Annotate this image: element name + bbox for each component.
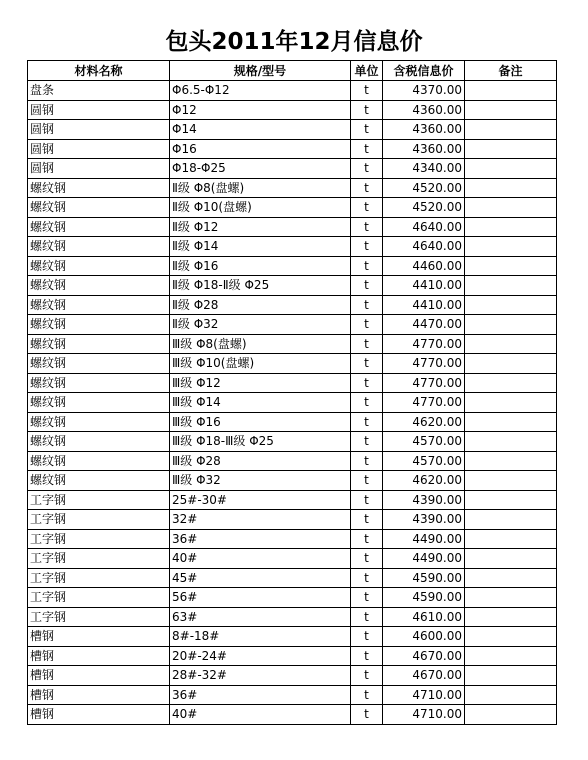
note-cell	[465, 549, 557, 569]
material-name-cell: 螺纹钢	[28, 432, 170, 452]
header-spec: 规格/型号	[170, 61, 351, 81]
spec-cell: Φ18-Φ25	[170, 159, 351, 179]
unit-cell: t	[351, 295, 383, 315]
spec-cell: 40#	[170, 705, 351, 725]
unit-cell: t	[351, 139, 383, 159]
unit-cell: t	[351, 178, 383, 198]
material-name-cell: 螺纹钢	[28, 276, 170, 296]
price-cell: 4670.00	[383, 666, 465, 686]
price-cell: 4470.00	[383, 315, 465, 335]
note-cell	[465, 217, 557, 237]
unit-cell: t	[351, 373, 383, 393]
price-cell: 4490.00	[383, 549, 465, 569]
unit-cell: t	[351, 198, 383, 218]
table-row	[28, 354, 557, 374]
price-cell: 4370.00	[383, 81, 465, 101]
price-cell: 4520.00	[383, 178, 465, 198]
spec-cell: Ⅲ级 Φ18-Ⅲ级 Φ25	[170, 432, 351, 452]
note-cell	[465, 81, 557, 101]
table-row	[28, 451, 557, 471]
table-row	[28, 81, 557, 101]
unit-cell: t	[351, 471, 383, 491]
note-cell	[465, 393, 557, 413]
price-cell: 4670.00	[383, 646, 465, 666]
spec-cell: 28#-32#	[170, 666, 351, 686]
price-cell: 4620.00	[383, 471, 465, 491]
header-material-name: 材料名称	[28, 61, 170, 81]
price-cell: 4770.00	[383, 354, 465, 374]
material-name-cell: 工字钢	[28, 568, 170, 588]
unit-cell: t	[351, 432, 383, 452]
spec-cell: Ⅱ级 Φ10(盘螺)	[170, 198, 351, 218]
note-cell	[465, 705, 557, 725]
table-row	[28, 705, 557, 725]
table-row	[28, 568, 557, 588]
spec-cell: Ⅲ级 Φ28	[170, 451, 351, 471]
unit-cell: t	[351, 217, 383, 237]
price-cell: 4590.00	[383, 568, 465, 588]
header-note: 备注	[465, 61, 557, 81]
note-cell	[465, 373, 557, 393]
table-row	[28, 510, 557, 530]
material-name-cell: 工字钢	[28, 588, 170, 608]
table-row	[28, 607, 557, 627]
note-cell	[465, 685, 557, 705]
spec-cell: Ⅲ级 Φ14	[170, 393, 351, 413]
note-cell	[465, 198, 557, 218]
unit-cell: t	[351, 490, 383, 510]
material-name-cell: 槽钢	[28, 705, 170, 725]
unit-cell: t	[351, 627, 383, 647]
table-body	[28, 81, 557, 725]
unit-cell: t	[351, 81, 383, 101]
table-row	[28, 256, 557, 276]
header-price: 含税信息价	[383, 61, 465, 81]
table-row	[28, 198, 557, 218]
material-name-cell: 螺纹钢	[28, 237, 170, 257]
spec-cell: Ⅲ级 Φ8(盘螺)	[170, 334, 351, 354]
spec-cell: Φ6.5-Φ12	[170, 81, 351, 101]
table-row	[28, 276, 557, 296]
spec-cell: 32#	[170, 510, 351, 530]
table-row	[28, 685, 557, 705]
spec-cell: 40#	[170, 549, 351, 569]
price-cell: 4710.00	[383, 705, 465, 725]
note-cell	[465, 159, 557, 179]
unit-cell: t	[351, 276, 383, 296]
note-cell	[465, 100, 557, 120]
unit-cell: t	[351, 646, 383, 666]
table-row	[28, 139, 557, 159]
price-cell: 4600.00	[383, 627, 465, 647]
material-name-cell: 圆钢	[28, 100, 170, 120]
spec-cell: Ⅲ级 Φ16	[170, 412, 351, 432]
table-row	[28, 432, 557, 452]
unit-cell: t	[351, 237, 383, 257]
price-cell: 4360.00	[383, 120, 465, 140]
price-cell: 4610.00	[383, 607, 465, 627]
note-cell	[465, 256, 557, 276]
note-cell	[465, 607, 557, 627]
note-cell	[465, 237, 557, 257]
note-cell	[465, 334, 557, 354]
unit-cell: t	[351, 607, 383, 627]
table-row	[28, 666, 557, 686]
material-name-cell: 螺纹钢	[28, 256, 170, 276]
material-name-cell: 螺纹钢	[28, 315, 170, 335]
price-cell: 4460.00	[383, 256, 465, 276]
unit-cell: t	[351, 159, 383, 179]
material-name-cell: 螺纹钢	[28, 354, 170, 374]
price-cell: 4360.00	[383, 139, 465, 159]
unit-cell: t	[351, 451, 383, 471]
page-title: 包头2011年12月信息价	[165, 29, 423, 55]
table-row	[28, 646, 557, 666]
table-row	[28, 100, 557, 120]
spec-cell: 56#	[170, 588, 351, 608]
header-row	[28, 61, 557, 81]
note-cell	[465, 120, 557, 140]
unit-cell: t	[351, 685, 383, 705]
material-name-cell: 螺纹钢	[28, 295, 170, 315]
material-name-cell: 槽钢	[28, 627, 170, 647]
table-row	[28, 412, 557, 432]
note-cell	[465, 588, 557, 608]
note-cell	[465, 412, 557, 432]
price-cell: 4490.00	[383, 529, 465, 549]
table-row	[28, 471, 557, 491]
material-name-cell: 圆钢	[28, 120, 170, 140]
spec-cell: Ⅲ级 Φ32	[170, 471, 351, 491]
unit-cell: t	[351, 412, 383, 432]
material-name-cell: 螺纹钢	[28, 471, 170, 491]
unit-cell: t	[351, 549, 383, 569]
unit-cell: t	[351, 705, 383, 725]
header-unit: 单位	[351, 61, 383, 81]
note-cell	[465, 646, 557, 666]
material-name-cell: 螺纹钢	[28, 217, 170, 237]
spec-cell: Ⅱ级 Φ8(盘螺)	[170, 178, 351, 198]
price-cell: 4770.00	[383, 393, 465, 413]
spec-cell: Ⅱ级 Φ14	[170, 237, 351, 257]
price-cell: 4770.00	[383, 334, 465, 354]
price-cell: 4570.00	[383, 432, 465, 452]
price-table	[27, 60, 557, 725]
spec-cell: Φ16	[170, 139, 351, 159]
table-row	[28, 334, 557, 354]
material-name-cell: 螺纹钢	[28, 412, 170, 432]
unit-cell: t	[351, 100, 383, 120]
price-cell: 4570.00	[383, 451, 465, 471]
spec-cell: Φ12	[170, 100, 351, 120]
price-cell: 4360.00	[383, 100, 465, 120]
table-row	[28, 549, 557, 569]
material-name-cell: 槽钢	[28, 685, 170, 705]
unit-cell: t	[351, 666, 383, 686]
material-name-cell: 螺纹钢	[28, 198, 170, 218]
price-cell: 4410.00	[383, 295, 465, 315]
spec-cell: 8#-18#	[170, 627, 351, 647]
note-cell	[465, 315, 557, 335]
spec-cell: Ⅲ级 Φ12	[170, 373, 351, 393]
material-name-cell: 工字钢	[28, 607, 170, 627]
table-row	[28, 159, 557, 179]
material-name-cell: 槽钢	[28, 666, 170, 686]
price-cell: 4620.00	[383, 412, 465, 432]
material-name-cell: 圆钢	[28, 159, 170, 179]
note-cell	[465, 490, 557, 510]
spec-cell: 25#-30#	[170, 490, 351, 510]
spec-cell: Ⅲ级 Φ10(盘螺)	[170, 354, 351, 374]
material-name-cell: 工字钢	[28, 529, 170, 549]
spec-cell: Ⅱ级 Φ12	[170, 217, 351, 237]
unit-cell: t	[351, 315, 383, 335]
unit-cell: t	[351, 393, 383, 413]
spec-cell: 36#	[170, 529, 351, 549]
spec-cell: 20#-24#	[170, 646, 351, 666]
price-cell: 4640.00	[383, 217, 465, 237]
material-name-cell: 工字钢	[28, 549, 170, 569]
note-cell	[465, 451, 557, 471]
table-row	[28, 373, 557, 393]
table-row	[28, 393, 557, 413]
note-cell	[465, 529, 557, 549]
price-cell: 4390.00	[383, 510, 465, 530]
material-name-cell: 螺纹钢	[28, 451, 170, 471]
unit-cell: t	[351, 529, 383, 549]
note-cell	[465, 510, 557, 530]
spec-cell: 36#	[170, 685, 351, 705]
material-name-cell: 盘条	[28, 81, 170, 101]
spec-cell: Ⅱ级 Φ16	[170, 256, 351, 276]
note-cell	[465, 627, 557, 647]
table-row	[28, 490, 557, 510]
price-cell: 4390.00	[383, 490, 465, 510]
table-row	[28, 295, 557, 315]
price-cell: 4640.00	[383, 237, 465, 257]
unit-cell: t	[351, 588, 383, 608]
unit-cell: t	[351, 334, 383, 354]
table-row	[28, 588, 557, 608]
material-name-cell: 螺纹钢	[28, 373, 170, 393]
price-cell: 4520.00	[383, 198, 465, 218]
material-name-cell: 工字钢	[28, 510, 170, 530]
note-cell	[465, 432, 557, 452]
unit-cell: t	[351, 120, 383, 140]
spec-cell: 45#	[170, 568, 351, 588]
price-cell: 4590.00	[383, 588, 465, 608]
spec-cell: 63#	[170, 607, 351, 627]
note-cell	[465, 471, 557, 491]
note-cell	[465, 139, 557, 159]
spec-cell: Ⅱ级 Φ32	[170, 315, 351, 335]
unit-cell: t	[351, 354, 383, 374]
note-cell	[465, 178, 557, 198]
note-cell	[465, 276, 557, 296]
table-row	[28, 217, 557, 237]
note-cell	[465, 568, 557, 588]
price-cell: 4340.00	[383, 159, 465, 179]
price-cell: 4410.00	[383, 276, 465, 296]
table-row	[28, 627, 557, 647]
spec-cell: Ⅱ级 Φ18-Ⅱ级 Φ25	[170, 276, 351, 296]
price-cell: 4710.00	[383, 685, 465, 705]
table-row	[28, 178, 557, 198]
unit-cell: t	[351, 568, 383, 588]
material-name-cell: 螺纹钢	[28, 178, 170, 198]
note-cell	[465, 354, 557, 374]
spec-cell: Ⅱ级 Φ28	[170, 295, 351, 315]
table-row	[28, 529, 557, 549]
unit-cell: t	[351, 510, 383, 530]
material-name-cell: 槽钢	[28, 646, 170, 666]
note-cell	[465, 666, 557, 686]
unit-cell: t	[351, 256, 383, 276]
price-cell: 4770.00	[383, 373, 465, 393]
spec-cell: Φ14	[170, 120, 351, 140]
material-name-cell: 工字钢	[28, 490, 170, 510]
material-name-cell: 螺纹钢	[28, 334, 170, 354]
table-row	[28, 237, 557, 257]
note-cell	[465, 295, 557, 315]
material-name-cell: 圆钢	[28, 139, 170, 159]
table-row	[28, 120, 557, 140]
material-name-cell: 螺纹钢	[28, 393, 170, 413]
table-row	[28, 315, 557, 335]
